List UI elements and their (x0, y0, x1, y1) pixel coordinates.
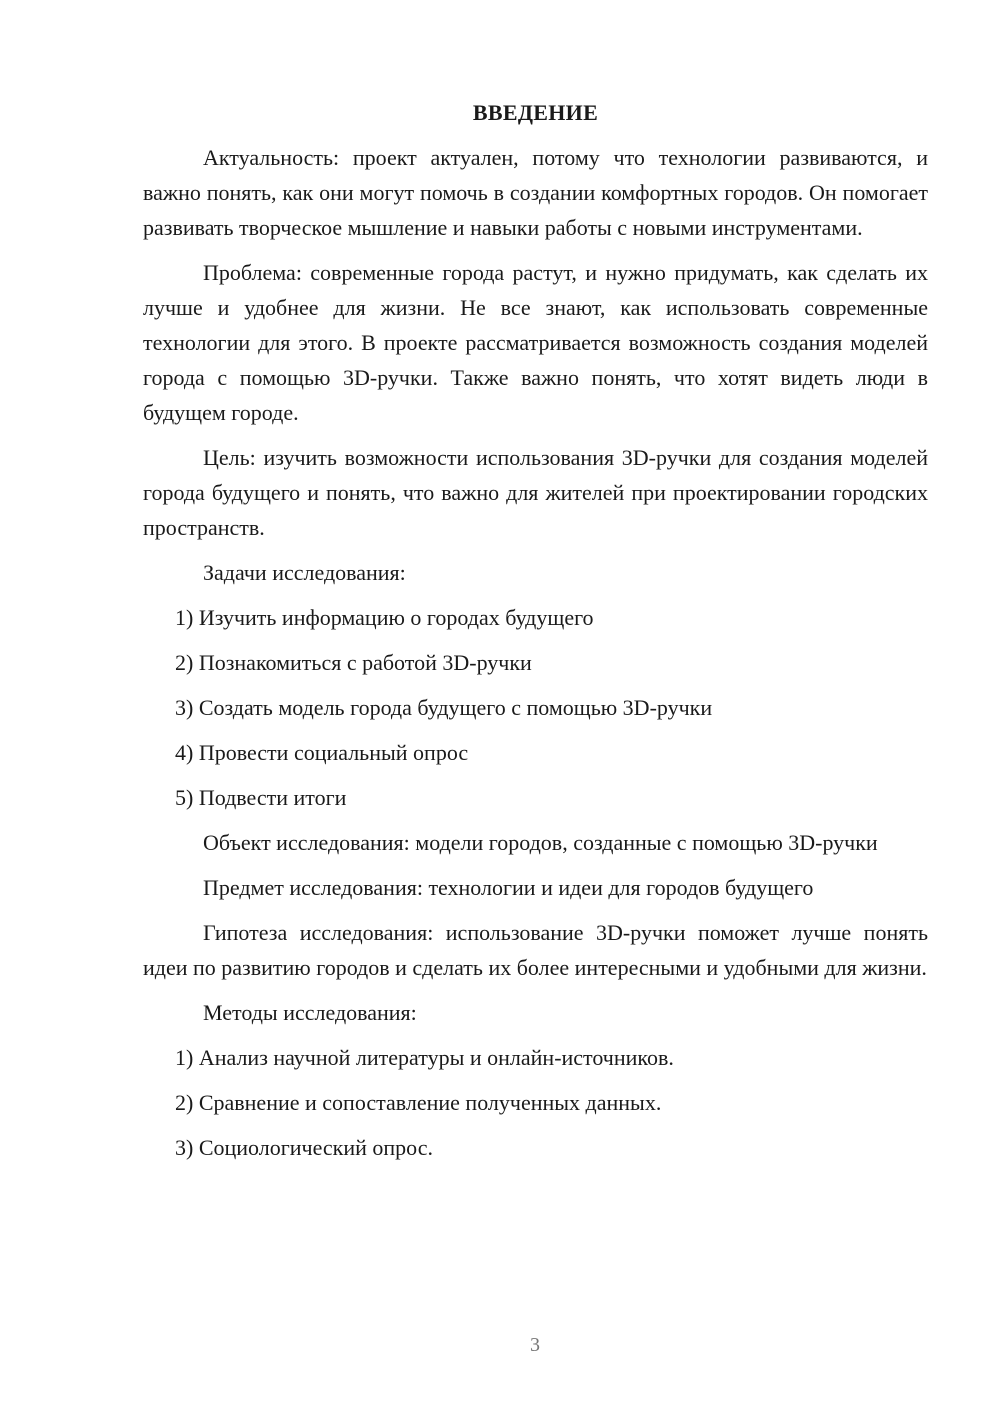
tasks-heading: Задачи исследования: (203, 560, 406, 585)
relevance-paragraph: Актуальность: проект актуален, потому что технологии развиваются, и важно понять, как они могут помочь в создании комфортных городов. Он помогает развивать творческое мышление и навыки работы с новыми инструментами. (143, 145, 928, 240)
subject-paragraph: Предмет исследования: технологии и идеи для городов будущего (203, 875, 814, 900)
task-item-1: 1) Изучить информацию о городах будущего (175, 605, 594, 630)
task-item-3: 3) Создать модель города будущего с помощью 3D-ручки (175, 695, 713, 720)
method-item-2: 2) Сравнение и сопоставление полученных данных. (175, 1090, 662, 1115)
problem-paragraph: Проблема: современные города растут, и нужно придумать, как сделать их лучше и удобнее для жизни. Не все знают, как использовать современные технологии для этого. В проекте рассматривается возможность создания моделей города с помощью 3D-ручки. Также важно понять, что хотят видеть люди в будущем городе. (143, 260, 928, 425)
goal-paragraph: Цель: изучить возможности использования 3D-ручки для создания моделей города будущего и понять, что важно для жителей при проектировании городских пространств. (143, 445, 928, 540)
page-content (143, 96, 928, 1175)
hypothesis-paragraph: Гипотеза исследования: использование 3D-ручки поможет лучше понять идеи по развитию городов и сделать их более интересными и удобными для жизни. (143, 920, 928, 980)
object-paragraph: Объект исследования: модели городов, созданные с помощью 3D-ручки (203, 830, 878, 855)
method-item-1: 1) Анализ научной литературы и онлайн-источников. (175, 1045, 674, 1070)
task-item-2: 2) Познакомиться с работой 3D-ручки (175, 650, 532, 675)
page-number: 3 (530, 1334, 540, 1356)
task-item-4: 4) Провести социальный опрос (175, 740, 469, 765)
section-title: ВВЕДЕНИЕ (472, 100, 599, 125)
method-item-3: 3) Социологический опрос. (175, 1135, 433, 1160)
methods-heading: Методы исследования: (203, 1000, 417, 1025)
task-item-5: 5) Подвести итоги (175, 785, 347, 810)
